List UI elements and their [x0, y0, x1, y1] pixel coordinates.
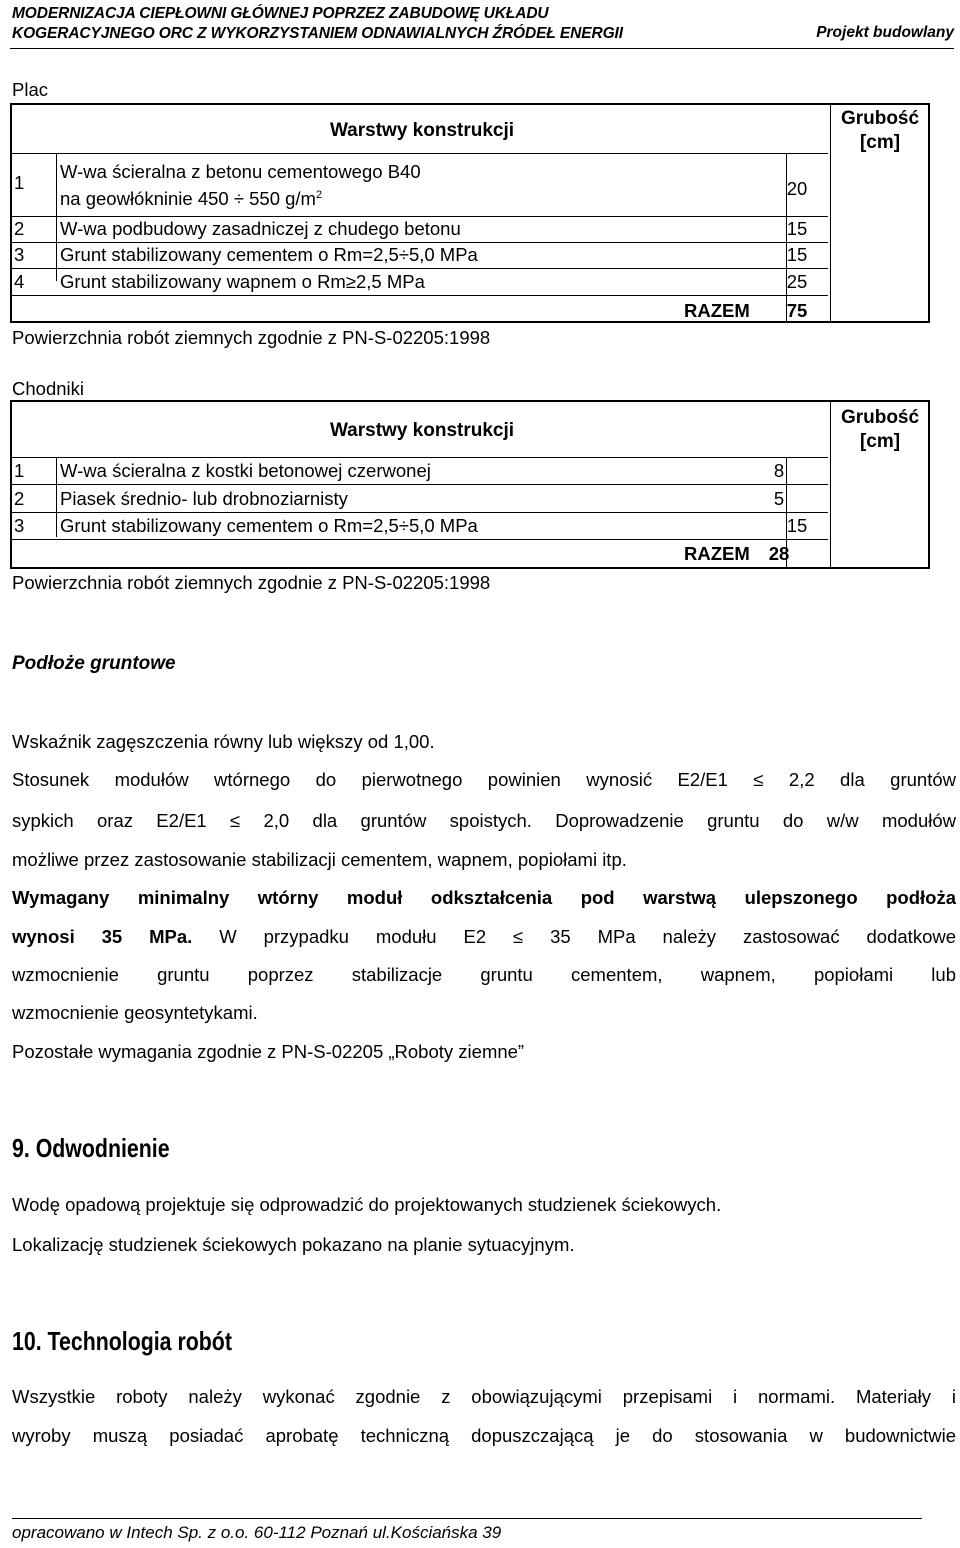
header-title-line2: KOGERACYJNEGO ORC Z WYKORZYSTANIEM ODNAWIALNYCH ŹRÓDEŁ ENERGII	[12, 25, 623, 42]
row-description: Grunt stabilizowany wapnem o Rm≥2,5 MPa	[60, 271, 425, 292]
header-title-line1: MODERNIZACJA CIEPŁOWNI GŁÓWNEJ POPRZEZ ZABUDOWĘ UKŁADU	[12, 5, 549, 22]
row-description: Grunt stabilizowany cementem o Rm=2,5÷5,0 MPa	[60, 244, 478, 265]
paragraph-line: Stosunek modułów wtórnego do pierwotnego powinien wynosić E2/E1 ≤ 2,2 dla gruntów	[12, 769, 956, 790]
row-number: 2	[14, 488, 25, 509]
paragraph-line: sypkich oraz E2/E1 ≤ 2,0 dla gruntów spoistych. Doprowadzenie gruntu do w/w modułów	[12, 810, 956, 831]
header-title	[12, 4, 623, 44]
row-description: W-wa ścieralna z betonu cementowego B40	[60, 161, 421, 182]
table-divider	[830, 105, 831, 321]
section-heading-odwodnienie: 9. Odwodnienie	[12, 1133, 170, 1163]
footer-divider	[12, 1518, 922, 1519]
table-divider	[12, 484, 828, 485]
bold-text: wynosi 35 MPa.	[12, 926, 193, 947]
row-number: 2	[14, 218, 25, 239]
column-header-thickness: Grubość [cm]	[840, 407, 920, 452]
paragraph-line: możliwe przez zastosowanie stabilizacji cementem, wapnem, popiołami itp.	[12, 849, 627, 870]
column-header-layers: Warstwy konstrukcji	[329, 120, 515, 141]
paragraph: Wskaźnik zagęszczenia równy lub większy od 1,00.	[12, 731, 435, 752]
column-header-thickness: Grubość [cm]	[840, 108, 920, 153]
row-description: W-wa podbudowy zasadniczej z chudego betonu	[60, 218, 461, 239]
column-header-layers: Warstwy konstrukcji	[329, 420, 515, 441]
table-note: Powierzchnia robót ziemnych zgodnie z PN-S-02205:1998	[12, 572, 491, 593]
table-plac	[10, 103, 930, 323]
paragraph: Pozostałe wymagania zgodnie z PN-S-02205 „Roboty ziemne”	[12, 1041, 525, 1062]
row-description: W-wa ścieralna z kostki betonowej czerwonej	[60, 460, 431, 481]
section-label-chodniki: Chodniki	[12, 378, 84, 399]
paragraph-line: wynosi 35 MPa. W przypadku modułu E2 ≤ 35 MPa należy zastosować dodatkowe	[12, 926, 957, 947]
superscript: 2	[315, 189, 323, 201]
row-number: 4	[14, 271, 25, 292]
paragraph: Lokalizację studzienek ściekowych pokazano na planie sytuacyjnym.	[12, 1234, 575, 1255]
footer-text: opracowano w Intech Sp. z o.o. 60-112 Poznań ul.Kościańska 39	[12, 1523, 502, 1542]
row-description-continued: na geowłókninie 450 ÷ 550 $g/m^2$	[60, 188, 323, 210]
table-divider	[12, 216, 828, 217]
row-description: Grunt stabilizowany cementem o Rm=2,5÷5,0 MPa	[60, 515, 478, 536]
header-divider	[10, 48, 954, 49]
table-divider	[12, 153, 828, 154]
section-label-plac: Plac	[12, 79, 48, 100]
table-divider	[12, 242, 828, 243]
table-divider	[12, 295, 828, 296]
paragraph-line: wzmocnienie gruntu poprzez stabilizacje gruntu cementem, wapnem, popiołami lub	[12, 964, 956, 985]
table-chodniki	[10, 400, 930, 569]
section-heading-technologia: 10. Technologia robót	[12, 1326, 232, 1356]
table-note: Powierzchnia robót ziemnych zgodnie z PN-S-02205:1998	[12, 327, 491, 348]
row-value: 15	[786, 515, 808, 536]
row-number: 3	[14, 515, 25, 536]
document-type: Projekt budowlany	[816, 24, 954, 41]
row-description: Piasek średnio- lub drobnoziarnisty	[60, 488, 348, 509]
row-number: 1	[14, 172, 25, 193]
table-divider	[56, 457, 57, 537]
table-divider	[12, 268, 828, 269]
total-label: RAZEM	[684, 300, 750, 321]
table-divider	[56, 153, 57, 281]
table-divider	[12, 539, 828, 540]
row-value: 8	[773, 460, 785, 481]
section-heading-podloze: Podłoże gruntowe	[12, 653, 176, 674]
paragraph-line-bold: Wymagany minimalny wtórny moduł odkształcenia pod warstwą ulepszonego podłoża	[12, 887, 956, 908]
paragraph-line: wyroby muszą posiadać aprobatę techniczną dopuszczającą je do stosowania w budownictwie	[12, 1425, 956, 1446]
paragraph: Wodę opadową projektuje się odprowadzić do projektowanych studzienek ściekowych.	[12, 1194, 722, 1215]
row-value: 5	[773, 488, 785, 509]
row-value: 25	[786, 271, 808, 292]
table-divider	[12, 457, 828, 458]
table-divider	[830, 402, 831, 567]
row-value: 20	[786, 178, 808, 199]
row-value: 15	[786, 244, 808, 265]
total-label: RAZEM	[684, 543, 750, 564]
total-value: 28	[768, 543, 790, 564]
row-number: 3	[14, 244, 25, 265]
row-value: 15	[786, 218, 808, 239]
row-number: 1	[14, 460, 25, 481]
table-divider	[12, 512, 828, 513]
paragraph-line: Wszystkie roboty należy wykonać zgodnie z obowiązującymi przepisami i normami. Materiały i	[12, 1386, 956, 1407]
total-value: 75	[786, 300, 808, 321]
paragraph-line: wzmocnienie geosyntetykami.	[12, 1002, 258, 1023]
